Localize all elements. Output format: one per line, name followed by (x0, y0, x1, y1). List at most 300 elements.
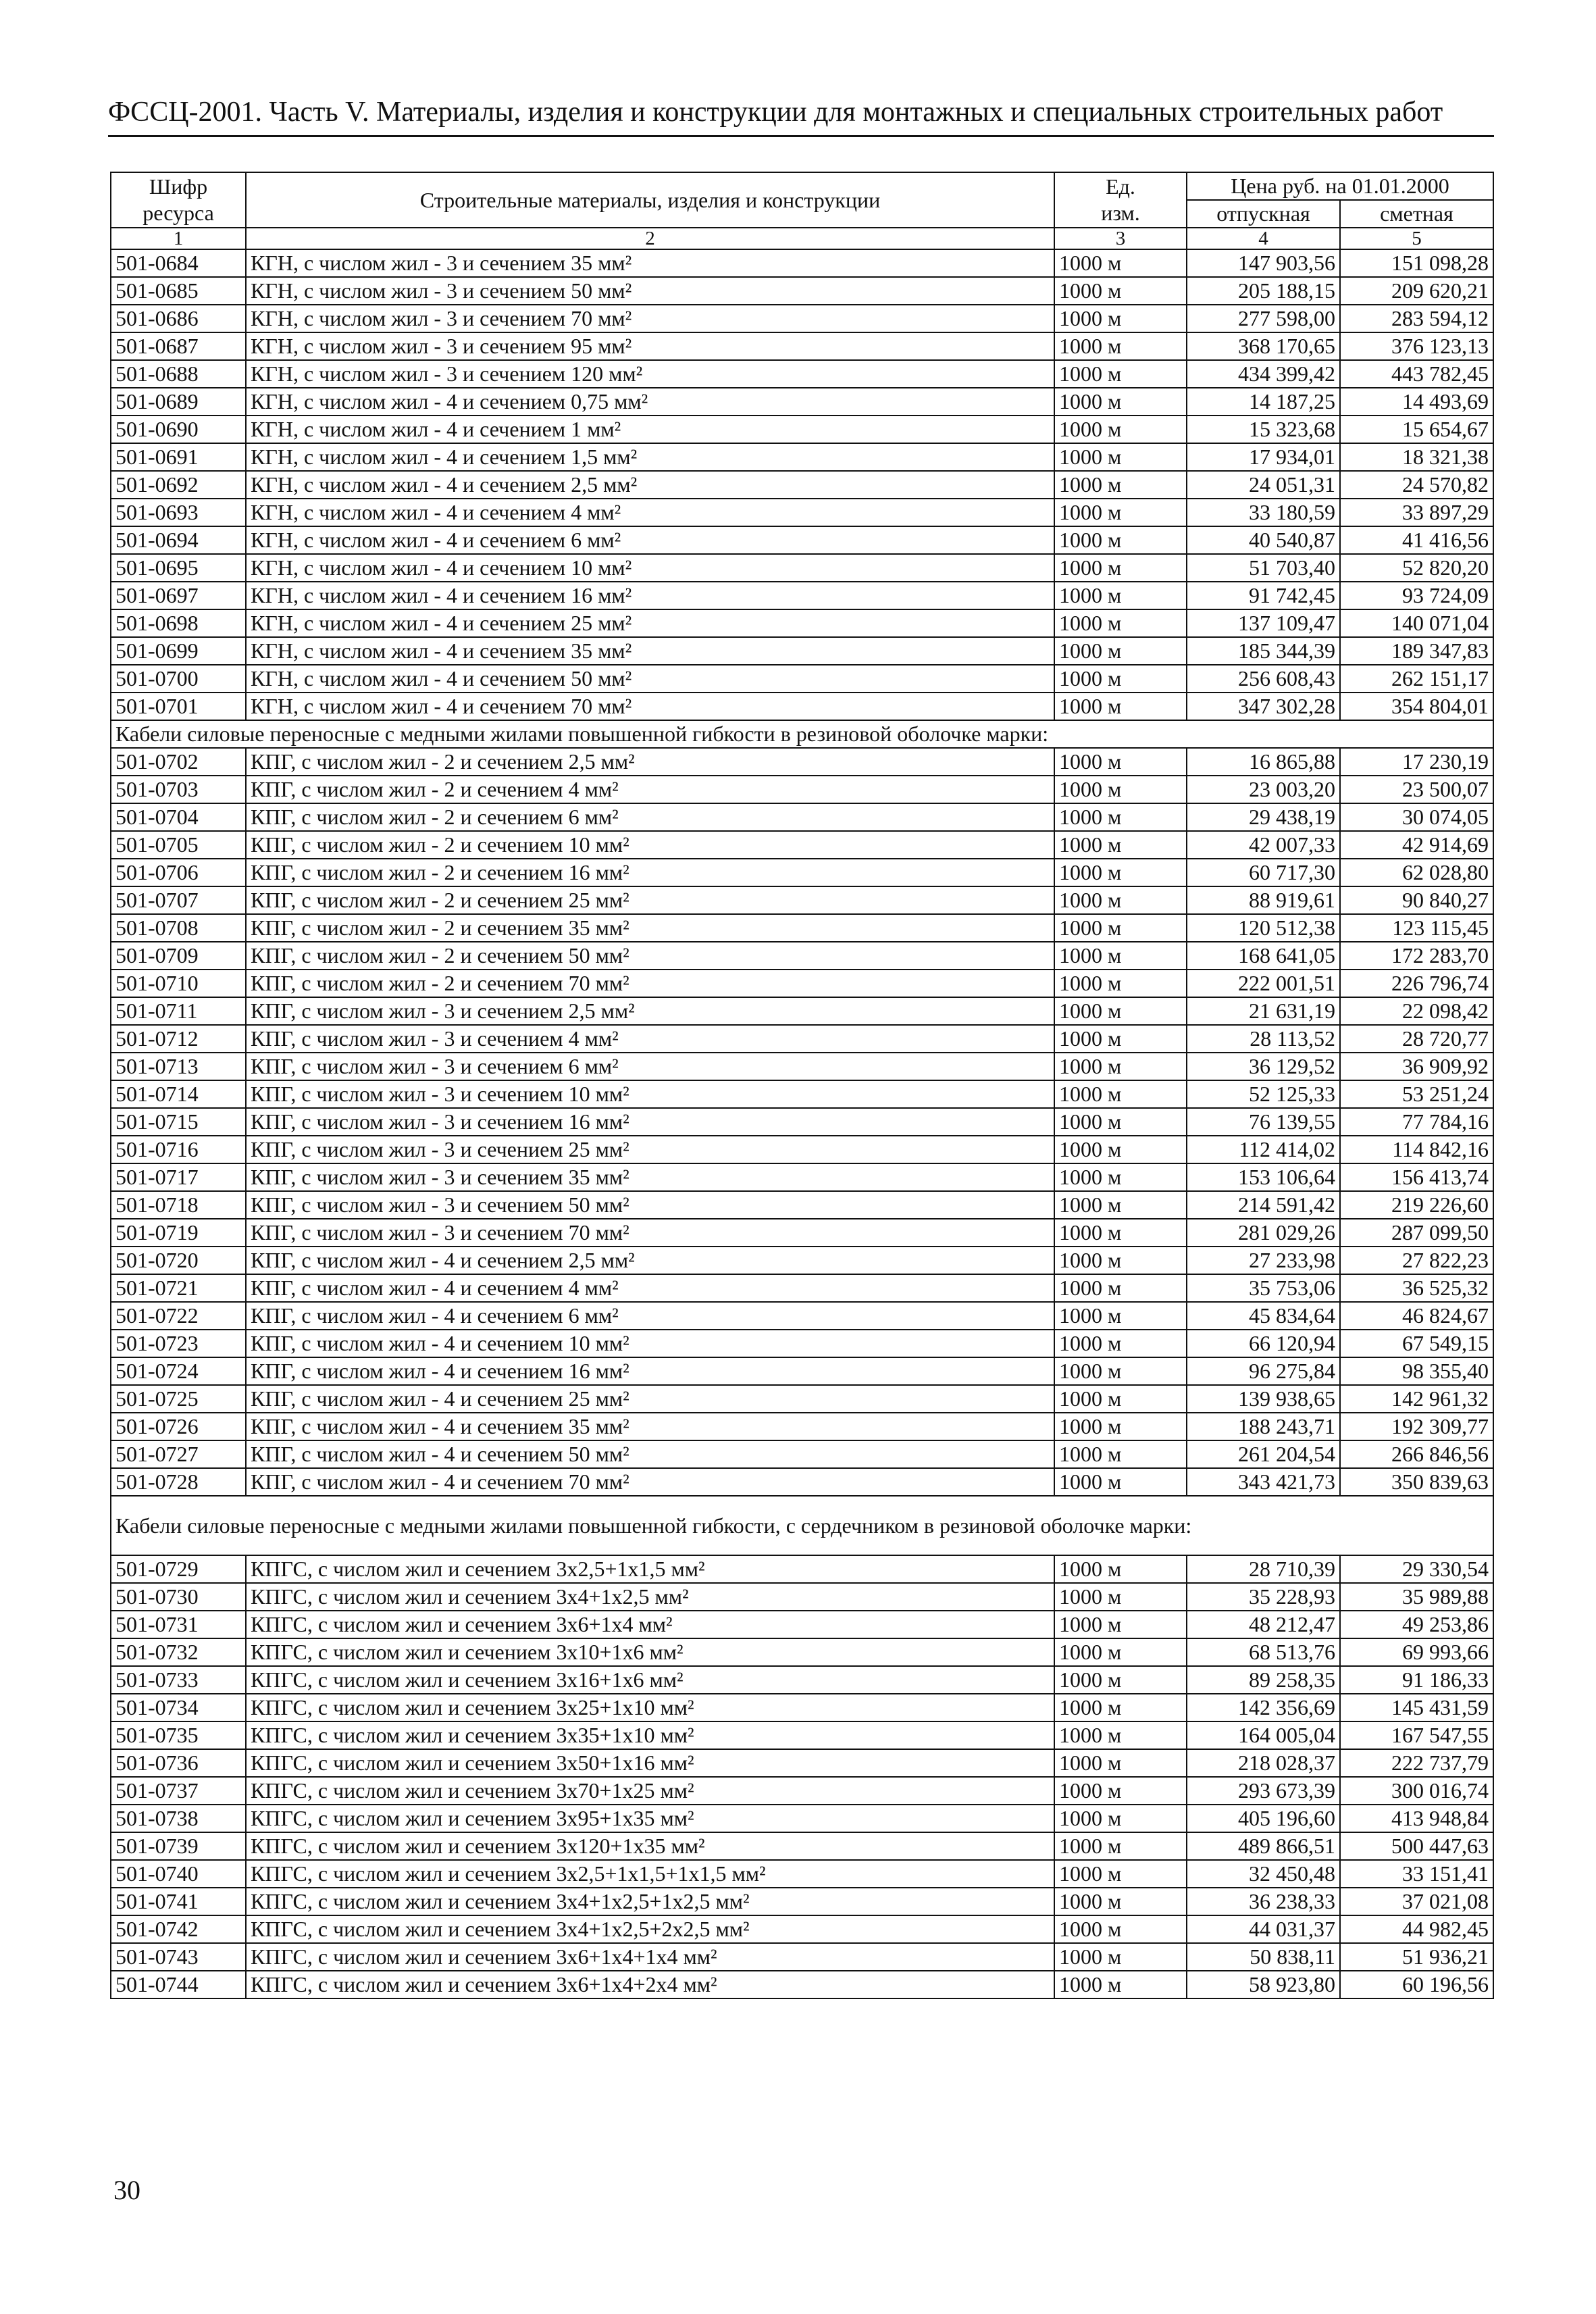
release-price-cell: 147 903,56 (1187, 249, 1340, 277)
unit-cell: 1000 м (1054, 997, 1187, 1025)
release-price-cell: 17 934,01 (1187, 443, 1340, 471)
unit-cell: 1000 м (1054, 388, 1187, 416)
material-name-cell: КПГ, с числом жил - 3 и сечением 35 мм² (246, 1163, 1054, 1191)
resource-code-cell: 501-0685 (111, 277, 246, 305)
resource-code-cell: 501-0735 (111, 1721, 246, 1749)
estimate-price-cell: 41 416,56 (1340, 526, 1493, 554)
unit-cell: 1000 м (1054, 1247, 1187, 1274)
estimate-price-cell: 354 804,01 (1340, 693, 1493, 720)
table-row (111, 1721, 1493, 1749)
column-header-code-line1: Шифр (149, 174, 208, 199)
unit-cell: 1000 м (1054, 1777, 1187, 1805)
unit-cell: 1000 м (1054, 859, 1187, 886)
resource-code-cell: 501-0697 (111, 582, 246, 609)
unit-cell: 1000 м (1054, 942, 1187, 970)
table-row (111, 665, 1493, 693)
resource-code-cell: 501-0717 (111, 1163, 246, 1191)
table-row (111, 1330, 1493, 1357)
resource-code-cell: 501-0687 (111, 332, 246, 360)
table-row (111, 249, 1493, 277)
resource-code-cell: 501-0719 (111, 1219, 246, 1247)
column-header-code-line2: ресурса (143, 201, 214, 225)
table-row (111, 1694, 1493, 1721)
table-row (111, 1053, 1493, 1080)
resource-code-cell: 501-0705 (111, 831, 246, 859)
unit-cell: 1000 м (1054, 1136, 1187, 1163)
resource-code-cell: 501-0732 (111, 1638, 246, 1666)
release-price-cell: 40 540,87 (1187, 526, 1340, 554)
material-name-cell: КПГ, с числом жил - 4 и сечением 70 мм² (246, 1468, 1054, 1496)
page-number: 30 (113, 2175, 140, 2205)
release-price-cell: 48 212,47 (1187, 1611, 1340, 1638)
material-name-cell: КГН, с числом жил - 4 и сечением 16 мм² (246, 582, 1054, 609)
section-heading-row (111, 720, 1493, 748)
unit-cell: 1000 м (1054, 1805, 1187, 1832)
price-table-header (111, 172, 1493, 249)
material-name-cell: КГН, с числом жил - 3 и сечением 70 мм² (246, 305, 1054, 332)
estimate-price-cell: 283 594,12 (1340, 305, 1493, 332)
release-price-cell: 281 029,26 (1187, 1219, 1340, 1247)
unit-cell: 1000 м (1054, 1302, 1187, 1330)
release-price-cell: 293 673,39 (1187, 1777, 1340, 1805)
material-name-cell: КГН, с числом жил - 3 и сечением 95 мм² (246, 332, 1054, 360)
table-row (111, 831, 1493, 859)
resource-code-cell: 501-0733 (111, 1666, 246, 1694)
unit-cell: 1000 м (1054, 1721, 1187, 1749)
resource-code-cell: 501-0710 (111, 970, 246, 997)
estimate-price-cell: 67 549,15 (1340, 1330, 1493, 1357)
column-number: 5 (1340, 228, 1493, 249)
material-name-cell: КГН, с числом жил - 4 и сечением 70 мм² (246, 693, 1054, 720)
estimate-price-cell: 151 098,28 (1340, 249, 1493, 277)
resource-code-cell: 501-0722 (111, 1302, 246, 1330)
resource-code-cell: 501-0742 (111, 1915, 246, 1943)
estimate-price-cell: 219 226,60 (1340, 1191, 1493, 1219)
material-name-cell: КГН, с числом жил - 4 и сечением 6 мм² (246, 526, 1054, 554)
resource-code-cell: 501-0689 (111, 388, 246, 416)
table-row (111, 1943, 1493, 1971)
table-row (111, 1971, 1493, 1998)
table-row (111, 1860, 1493, 1888)
estimate-price-cell: 189 347,83 (1340, 637, 1493, 665)
resource-code-cell: 501-0684 (111, 249, 246, 277)
release-price-cell: 347 302,28 (1187, 693, 1340, 720)
material-name-cell: КГН, с числом жил - 4 и сечением 50 мм² (246, 665, 1054, 693)
material-name-cell: КПГ, с числом жил - 3 и сечением 10 мм² (246, 1080, 1054, 1108)
estimate-price-cell: 91 186,33 (1340, 1666, 1493, 1694)
table-row (111, 914, 1493, 942)
estimate-price-cell: 376 123,13 (1340, 332, 1493, 360)
release-price-cell: 58 923,80 (1187, 1971, 1340, 1998)
estimate-price-cell: 28 720,77 (1340, 1025, 1493, 1053)
unit-cell: 1000 м (1054, 1191, 1187, 1219)
release-price-cell: 28 113,52 (1187, 1025, 1340, 1053)
release-price-cell: 91 742,45 (1187, 582, 1340, 609)
resource-code-cell: 501-0704 (111, 803, 246, 831)
table-row (111, 1440, 1493, 1468)
resource-code-cell: 501-0699 (111, 637, 246, 665)
column-number: 1 (111, 228, 246, 249)
estimate-price-cell: 222 737,79 (1340, 1749, 1493, 1777)
unit-cell: 1000 м (1054, 249, 1187, 277)
estimate-price-cell: 226 796,74 (1340, 970, 1493, 997)
estimate-price-cell: 46 824,67 (1340, 1302, 1493, 1330)
unit-cell: 1000 м (1054, 1357, 1187, 1385)
unit-cell: 1000 м (1054, 1440, 1187, 1468)
material-name-cell: КПГС, с числом жил и сечением 3х120+1х35 мм² (246, 1832, 1054, 1860)
release-price-cell: 96 275,84 (1187, 1357, 1340, 1385)
resource-code-cell: 501-0692 (111, 471, 246, 499)
column-header-unit-line1: Ед. (1106, 174, 1135, 199)
material-name-cell: КПГС, с числом жил и сечением 3х4+1х2,5 мм² (246, 1583, 1054, 1611)
table-row (111, 1555, 1493, 1583)
table-row (111, 693, 1493, 720)
material-name-cell: КПГС, с числом жил и сечением 3х6+1х4+2х4 мм² (246, 1971, 1054, 1998)
release-price-cell: 405 196,60 (1187, 1805, 1340, 1832)
estimate-price-cell: 114 842,16 (1340, 1136, 1493, 1163)
resource-code-cell: 501-0737 (111, 1777, 246, 1805)
material-name-cell: КПГ, с числом жил - 4 и сечением 6 мм² (246, 1302, 1054, 1330)
resource-code-cell: 501-0686 (111, 305, 246, 332)
table-row (111, 1638, 1493, 1666)
table-row (111, 1247, 1493, 1274)
estimate-price-cell: 300 016,74 (1340, 1777, 1493, 1805)
column-header-release-price: отпускная (1187, 200, 1340, 228)
release-price-cell: 15 323,68 (1187, 416, 1340, 443)
estimate-price-cell: 262 151,17 (1340, 665, 1493, 693)
estimate-price-cell: 37 021,08 (1340, 1888, 1493, 1915)
release-price-cell: 368 170,65 (1187, 332, 1340, 360)
table-row (111, 1832, 1493, 1860)
unit-cell: 1000 м (1054, 1860, 1187, 1888)
release-price-cell: 120 512,38 (1187, 914, 1340, 942)
unit-cell: 1000 м (1054, 609, 1187, 637)
estimate-price-cell: 77 784,16 (1340, 1108, 1493, 1136)
release-price-cell: 434 399,42 (1187, 360, 1340, 388)
unit-cell: 1000 м (1054, 831, 1187, 859)
resource-code-cell: 501-0698 (111, 609, 246, 637)
release-price-cell: 36 129,52 (1187, 1053, 1340, 1080)
unit-cell: 1000 м (1054, 332, 1187, 360)
material-name-cell: КПГ, с числом жил - 4 и сечением 10 мм² (246, 1330, 1054, 1357)
unit-cell: 1000 м (1054, 803, 1187, 831)
unit-cell: 1000 м (1054, 1555, 1187, 1583)
material-name-cell: КГН, с числом жил - 4 и сечением 4 мм² (246, 499, 1054, 526)
estimate-price-cell: 42 914,69 (1340, 831, 1493, 859)
table-row (111, 942, 1493, 970)
unit-cell: 1000 м (1054, 1053, 1187, 1080)
table-row (111, 1749, 1493, 1777)
resource-code-cell: 501-0724 (111, 1357, 246, 1385)
estimate-price-cell: 156 413,74 (1340, 1163, 1493, 1191)
unit-cell: 1000 м (1054, 914, 1187, 942)
table-row (111, 1136, 1493, 1163)
price-table-body (111, 249, 1493, 1998)
release-price-cell: 32 450,48 (1187, 1860, 1340, 1888)
material-name-cell: КПГС, с числом жил и сечением 3х50+1х16 мм² (246, 1749, 1054, 1777)
table-row (111, 1219, 1493, 1247)
release-price-cell: 68 513,76 (1187, 1638, 1340, 1666)
unit-cell: 1000 м (1054, 665, 1187, 693)
unit-cell: 1000 м (1054, 277, 1187, 305)
unit-cell: 1000 м (1054, 1080, 1187, 1108)
table-row (111, 1274, 1493, 1302)
material-name-cell: КПГ, с числом жил - 3 и сечением 2,5 мм² (246, 997, 1054, 1025)
resource-code-cell: 501-0694 (111, 526, 246, 554)
release-price-cell: 218 028,37 (1187, 1749, 1340, 1777)
table-row (111, 1357, 1493, 1385)
estimate-price-cell: 287 099,50 (1340, 1219, 1493, 1247)
release-price-cell: 164 005,04 (1187, 1721, 1340, 1749)
release-price-cell: 50 838,11 (1187, 1943, 1340, 1971)
unit-cell: 1000 м (1054, 776, 1187, 803)
estimate-price-cell: 142 961,32 (1340, 1385, 1493, 1413)
material-name-cell: КПГС, с числом жил и сечением 3х6+1х4 мм² (246, 1611, 1054, 1638)
resource-code-cell: 501-0688 (111, 360, 246, 388)
estimate-price-cell: 192 309,77 (1340, 1413, 1493, 1440)
material-name-cell: КПГ, с числом жил - 2 и сечением 70 мм² (246, 970, 1054, 997)
release-price-cell: 42 007,33 (1187, 831, 1340, 859)
column-header-code (111, 172, 246, 228)
table-row (111, 499, 1493, 526)
material-name-cell: КПГ, с числом жил - 4 и сечением 2,5 мм² (246, 1247, 1054, 1274)
resource-code-cell: 501-0714 (111, 1080, 246, 1108)
table-row (111, 554, 1493, 582)
material-name-cell: КПГС, с числом жил и сечением 3х25+1х10 мм² (246, 1694, 1054, 1721)
unit-cell: 1000 м (1054, 360, 1187, 388)
table-row (111, 471, 1493, 499)
release-price-cell: 168 641,05 (1187, 942, 1340, 970)
release-price-cell: 89 258,35 (1187, 1666, 1340, 1694)
estimate-price-cell: 93 724,09 (1340, 582, 1493, 609)
resource-code-cell: 501-0741 (111, 1888, 246, 1915)
table-row (111, 1583, 1493, 1611)
release-price-cell: 33 180,59 (1187, 499, 1340, 526)
resource-code-cell: 501-0706 (111, 859, 246, 886)
resource-code-cell: 501-0723 (111, 1330, 246, 1357)
release-price-cell: 214 591,42 (1187, 1191, 1340, 1219)
unit-cell: 1000 м (1054, 748, 1187, 776)
estimate-price-cell: 266 846,56 (1340, 1440, 1493, 1468)
material-name-cell: КПГ, с числом жил - 3 и сечением 25 мм² (246, 1136, 1054, 1163)
resource-code-cell: 501-0730 (111, 1583, 246, 1611)
estimate-price-cell: 123 115,45 (1340, 914, 1493, 942)
resource-code-cell: 501-0738 (111, 1805, 246, 1832)
table-row (111, 1025, 1493, 1053)
unit-cell: 1000 м (1054, 1749, 1187, 1777)
estimate-price-cell: 62 028,80 (1340, 859, 1493, 886)
estimate-price-cell: 44 982,45 (1340, 1915, 1493, 1943)
material-name-cell: КПГ, с числом жил - 2 и сечением 16 мм² (246, 859, 1054, 886)
column-number: 2 (246, 228, 1054, 249)
table-row (111, 1191, 1493, 1219)
unit-cell: 1000 м (1054, 637, 1187, 665)
unit-cell: 1000 м (1054, 1583, 1187, 1611)
resource-code-cell: 501-0726 (111, 1413, 246, 1440)
estimate-price-cell: 36 525,32 (1340, 1274, 1493, 1302)
table-row (111, 970, 1493, 997)
table-row (111, 277, 1493, 305)
table-row (111, 332, 1493, 360)
material-name-cell: КПГ, с числом жил - 2 и сечением 50 мм² (246, 942, 1054, 970)
estimate-price-cell: 33 897,29 (1340, 499, 1493, 526)
resource-code-cell: 501-0701 (111, 693, 246, 720)
column-number: 4 (1187, 228, 1340, 249)
unit-cell: 1000 м (1054, 471, 1187, 499)
material-name-cell: КГН, с числом жил - 4 и сечением 0,75 мм² (246, 388, 1054, 416)
release-price-cell: 52 125,33 (1187, 1080, 1340, 1108)
unit-cell: 1000 м (1054, 1943, 1187, 1971)
material-name-cell: КПГ, с числом жил - 4 и сечением 16 мм² (246, 1357, 1054, 1385)
material-name-cell: КПГ, с числом жил - 4 и сечением 25 мм² (246, 1385, 1054, 1413)
table-row (111, 1080, 1493, 1108)
table-row (111, 1915, 1493, 1943)
resource-code-cell: 501-0744 (111, 1971, 246, 1998)
material-name-cell: КГН, с числом жил - 4 и сечением 1,5 мм² (246, 443, 1054, 471)
section-heading-row (111, 1496, 1493, 1555)
release-price-cell: 76 139,55 (1187, 1108, 1340, 1136)
unit-cell: 1000 м (1054, 1385, 1187, 1413)
resource-code-cell: 501-0691 (111, 443, 246, 471)
unit-cell: 1000 м (1054, 1888, 1187, 1915)
column-header-price: Цена руб. на 01.01.2000 (1187, 172, 1493, 200)
material-name-cell: КПГ, с числом жил - 3 и сечением 16 мм² (246, 1108, 1054, 1136)
material-name-cell: КПГ, с числом жил - 3 и сечением 4 мм² (246, 1025, 1054, 1053)
material-name-cell: КПГС, с числом жил и сечением 3х2,5+1х1,5 мм² (246, 1555, 1054, 1583)
estimate-price-cell: 90 840,27 (1340, 886, 1493, 914)
estimate-price-cell: 500 447,63 (1340, 1832, 1493, 1860)
table-row (111, 803, 1493, 831)
resource-code-cell: 501-0718 (111, 1191, 246, 1219)
estimate-price-cell: 98 355,40 (1340, 1357, 1493, 1385)
estimate-price-cell: 27 822,23 (1340, 1247, 1493, 1274)
table-row (111, 776, 1493, 803)
header-rule (108, 135, 1494, 137)
column-number-row (111, 228, 1493, 249)
material-name-cell: КПГС, с числом жил и сечением 3х2,5+1х1,5+1х1,5 мм² (246, 1860, 1054, 1888)
column-header-unit-line2: изм. (1101, 201, 1140, 225)
unit-cell: 1000 м (1054, 416, 1187, 443)
table-row (111, 1108, 1493, 1136)
estimate-price-cell: 140 071,04 (1340, 609, 1493, 637)
release-price-cell: 188 243,71 (1187, 1413, 1340, 1440)
unit-cell: 1000 м (1054, 1666, 1187, 1694)
estimate-price-cell: 22 098,42 (1340, 997, 1493, 1025)
material-name-cell: КПГС, с числом жил и сечением 3х6+1х4+1х4 мм² (246, 1943, 1054, 1971)
table-row (111, 748, 1493, 776)
unit-cell: 1000 м (1054, 526, 1187, 554)
release-price-cell: 27 233,98 (1187, 1247, 1340, 1274)
resource-code-cell: 501-0713 (111, 1053, 246, 1080)
estimate-price-cell: 51 936,21 (1340, 1943, 1493, 1971)
material-name-cell: КГН, с числом жил - 4 и сечением 10 мм² (246, 554, 1054, 582)
resource-code-cell: 501-0729 (111, 1555, 246, 1583)
table-row (111, 1413, 1493, 1440)
unit-cell: 1000 м (1054, 1915, 1187, 1943)
estimate-price-cell: 60 196,56 (1340, 1971, 1493, 1998)
resource-code-cell: 501-0727 (111, 1440, 246, 1468)
release-price-cell: 185 344,39 (1187, 637, 1340, 665)
material-name-cell: КПГС, с числом жил и сечением 3х16+1х6 мм² (246, 1666, 1054, 1694)
section-heading: Кабели силовые переносные с медными жилами повышенной гибкости в резиновой оболочке марки: (111, 720, 1493, 748)
unit-cell: 1000 м (1054, 443, 1187, 471)
unit-cell: 1000 м (1054, 1971, 1187, 1998)
material-name-cell: КПГС, с числом жил и сечением 3х10+1х6 мм² (246, 1638, 1054, 1666)
table-row (111, 997, 1493, 1025)
estimate-price-cell: 167 547,55 (1340, 1721, 1493, 1749)
column-number: 3 (1054, 228, 1187, 249)
release-price-cell: 36 238,33 (1187, 1888, 1340, 1915)
column-header-name: Строительные материалы, изделия и конструкции (246, 172, 1054, 228)
material-name-cell: КПГС, с числом жил и сечением 3х95+1х35 мм² (246, 1805, 1054, 1832)
release-price-cell: 35 753,06 (1187, 1274, 1340, 1302)
table-row (111, 388, 1493, 416)
material-name-cell: КГН, с числом жил - 4 и сечением 25 мм² (246, 609, 1054, 637)
release-price-cell: 489 866,51 (1187, 1832, 1340, 1860)
price-table (110, 172, 1494, 1999)
table-row (111, 1468, 1493, 1496)
table-row (111, 1163, 1493, 1191)
release-price-cell: 28 710,39 (1187, 1555, 1340, 1583)
material-name-cell: КПГС, с числом жил и сечением 3х4+1х2,5+1х2,5 мм² (246, 1888, 1054, 1915)
resource-code-cell: 501-0720 (111, 1247, 246, 1274)
resource-code-cell: 501-0716 (111, 1136, 246, 1163)
release-price-cell: 21 631,19 (1187, 997, 1340, 1025)
resource-code-cell: 501-0703 (111, 776, 246, 803)
estimate-price-cell: 145 431,59 (1340, 1694, 1493, 1721)
table-row (111, 1666, 1493, 1694)
release-price-cell: 343 421,73 (1187, 1468, 1340, 1496)
unit-cell: 1000 м (1054, 1611, 1187, 1638)
release-price-cell: 277 598,00 (1187, 305, 1340, 332)
resource-code-cell: 501-0707 (111, 886, 246, 914)
table-row (111, 1888, 1493, 1915)
release-price-cell: 142 356,69 (1187, 1694, 1340, 1721)
table-row (111, 416, 1493, 443)
table-row (111, 886, 1493, 914)
resource-code-cell: 501-0695 (111, 554, 246, 582)
estimate-price-cell: 69 993,66 (1340, 1638, 1493, 1666)
material-name-cell: КПГ, с числом жил - 4 и сечением 4 мм² (246, 1274, 1054, 1302)
unit-cell: 1000 м (1054, 1638, 1187, 1666)
unit-cell: 1000 м (1054, 886, 1187, 914)
material-name-cell: КПГ, с числом жил - 2 и сечением 6 мм² (246, 803, 1054, 831)
material-name-cell: КПГ, с числом жил - 2 и сечением 25 мм² (246, 886, 1054, 914)
resource-code-cell: 501-0690 (111, 416, 246, 443)
unit-cell: 1000 м (1054, 1468, 1187, 1496)
material-name-cell: КГН, с числом жил - 4 и сечением 1 мм² (246, 416, 1054, 443)
unit-cell: 1000 м (1054, 970, 1187, 997)
release-price-cell: 44 031,37 (1187, 1915, 1340, 1943)
estimate-price-cell: 29 330,54 (1340, 1555, 1493, 1583)
release-price-cell: 88 919,61 (1187, 886, 1340, 914)
estimate-price-cell: 172 283,70 (1340, 942, 1493, 970)
estimate-price-cell: 443 782,45 (1340, 360, 1493, 388)
table-row (111, 1385, 1493, 1413)
release-price-cell: 23 003,20 (1187, 776, 1340, 803)
release-price-cell: 24 051,31 (1187, 471, 1340, 499)
unit-cell: 1000 м (1054, 1025, 1187, 1053)
unit-cell: 1000 м (1054, 1413, 1187, 1440)
unit-cell: 1000 м (1054, 1330, 1187, 1357)
release-price-cell: 66 120,94 (1187, 1330, 1340, 1357)
resource-code-cell: 501-0740 (111, 1860, 246, 1888)
release-price-cell: 29 438,19 (1187, 803, 1340, 831)
release-price-cell: 222 001,51 (1187, 970, 1340, 997)
table-row (111, 360, 1493, 388)
material-name-cell: КГН, с числом жил - 4 и сечением 2,5 мм² (246, 471, 1054, 499)
resource-code-cell: 501-0731 (111, 1611, 246, 1638)
